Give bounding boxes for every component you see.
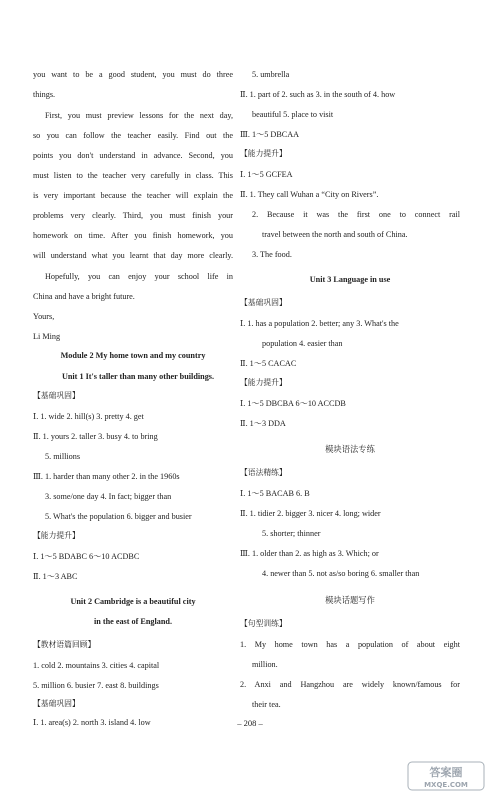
right-section-basic: 【基础巩固】 [240, 298, 287, 307]
closing-yours: Yours, [33, 312, 55, 321]
right-answer-line: Ⅰ. 1. has a population 2. better; any 3. What's the [240, 319, 399, 328]
paragraph-first-line-5: is very important because the teacher will explain the [33, 191, 233, 200]
unit2-review-line: 5. million 6. busier 7. east 8. buildings [33, 681, 159, 690]
right-section-grammar: 【语法精练】 [240, 468, 287, 477]
unit1-answer-line: Ⅱ. 1. yours 2. taller 3. busy 4. to bring [33, 432, 158, 441]
unit1-ability-line: Ⅰ. 1～5 BDABC 6～10 ACDBC [33, 552, 140, 561]
unit1-section-basic: 【基础巩固】 [33, 391, 80, 400]
unit3-title: Unit 3 Language in use [309, 275, 391, 284]
right-answer-line: 5. umbrella [252, 70, 290, 79]
unit2-section-basic: 【基础巩固】 [33, 699, 80, 708]
right-answer-line: their tea. [252, 700, 281, 709]
right-answer-line: Ⅰ. 1～5 DBCBA 6～10 ACCDB [240, 399, 346, 408]
paragraph-hope-line-1: Hopefully, you can enjoy your school life in [45, 272, 233, 281]
module-title: Module 2 My home town and my country [60, 351, 206, 360]
paragraph-first-line-7: homework on time. After you finish homework, you [33, 231, 233, 240]
right-answer-line: Ⅱ. 1～3 DDA [240, 419, 286, 428]
unit2-section-review: 【教材语篇回顾】 [33, 640, 96, 649]
right-answer-line: Ⅲ. 1. older than 2. as high as 3. Which; or [240, 549, 379, 558]
unit1-section-ability: 【能力提升】 [33, 531, 80, 540]
right-answer-line: 2. Anxi and Hangzhou are widely known/famous for [240, 680, 460, 689]
right-answer-line: population 4. easier than [262, 339, 343, 348]
paragraph-hope-line-2: China and have a bright future. [33, 292, 135, 301]
watermark-logo [406, 760, 486, 792]
right-answer-line: 5. shorter; thinner [262, 529, 321, 538]
unit2-title-line-2: in the east of England. [93, 617, 173, 626]
right-answer-line: Ⅱ. 1. part of 2. such as 3. in the south of 4. how [240, 90, 396, 99]
right-answer-line: 1. My home town has a population of about eight [240, 640, 460, 649]
unit1-answer-line: Ⅲ. 1. harder than many other 2. in the 1960s [33, 472, 180, 481]
paragraph-first-line-2: so you can follow the teacher easily. Find out the [33, 131, 233, 140]
right-answer-line: Ⅱ. 1. tidier 2. bigger 3. nicer 4. long; wider [240, 509, 381, 518]
right-answer-line: Ⅲ. 1～5 DBCAA [240, 130, 300, 139]
right-answer-line: Ⅰ. 1～5 BACAB 6. B [240, 489, 310, 498]
right-section-sentence: 【句型训练】 [240, 619, 287, 628]
right-answer-line: beautiful 5. place to visit [252, 110, 334, 119]
page-number: – 208 – [237, 718, 263, 728]
right-section-ability: 【能力提升】 [240, 378, 287, 387]
right-answer-line: 2. Because it was the first one to connect rail [252, 210, 460, 219]
unit1-title: Unit 1 It's taller than many other buildings. [61, 372, 215, 381]
paragraph-first-line-4: must listen to the teacher very carefully in class. This [33, 171, 233, 180]
paragraph-first-line-6: problems very clearly. Third, you must finish your [33, 211, 233, 220]
paragraph-first-line-1: First, you must preview lessons for the next day, [45, 111, 233, 120]
right-answer-line: 3. The food. [252, 250, 292, 259]
unit1-ability-line: Ⅱ. 1～3 ABC [33, 572, 78, 581]
unit2-basic-line: Ⅰ. 1. area(s) 2. north 3. island 4. low [33, 718, 151, 727]
unit1-answer-line: Ⅰ. 1. wide 2. hill(s) 3. pretty 4. get [33, 412, 144, 421]
grammar-practice-title: 模块语法专练 [325, 444, 375, 454]
watermark-bottom-text: MXQE.COM [424, 781, 468, 789]
unit2-review-line: 1. cold 2. mountains 3. cities 4. capital [33, 661, 160, 670]
intro-line-2: things. [33, 90, 56, 99]
signature-name: Li Ming [33, 332, 61, 341]
unit2-title-line-1: Unit 2 Cambridge is a beautiful city [70, 597, 196, 606]
right-answer-line: travel between the north and south of China. [262, 230, 408, 239]
intro-line-1: you want to be a good student, you must do three [33, 70, 233, 79]
unit1-answer-line: 5. millions [45, 452, 81, 461]
paragraph-first-line-8: will understand what you learnt that day more clearly. [33, 251, 233, 260]
unit1-answer-line: 3. some/one day 4. In fact; bigger than [45, 492, 172, 501]
watermark-top-text: 答案圈 [429, 766, 463, 779]
right-answer-line: million. [252, 660, 278, 669]
right-answer-line: Ⅰ. 1～5 GCFEA [240, 170, 293, 179]
topic-writing-title: 模块话题写作 [325, 595, 375, 605]
right-answer-line: 4. newer than 5. not as/so boring 6. smaller than [262, 569, 420, 578]
unit1-answer-line: 5. What's the population 6. bigger and busier [45, 512, 192, 521]
right-answer-line: Ⅱ. 1～5 CACAC [240, 359, 297, 368]
right-section-ability: 【能力提升】 [240, 149, 287, 158]
right-answer-line: Ⅱ. 1. They call Wuhan a “City on Rivers”. [240, 190, 379, 199]
paragraph-first-line-3: points you don't understand in advance. Second, you [33, 151, 233, 160]
